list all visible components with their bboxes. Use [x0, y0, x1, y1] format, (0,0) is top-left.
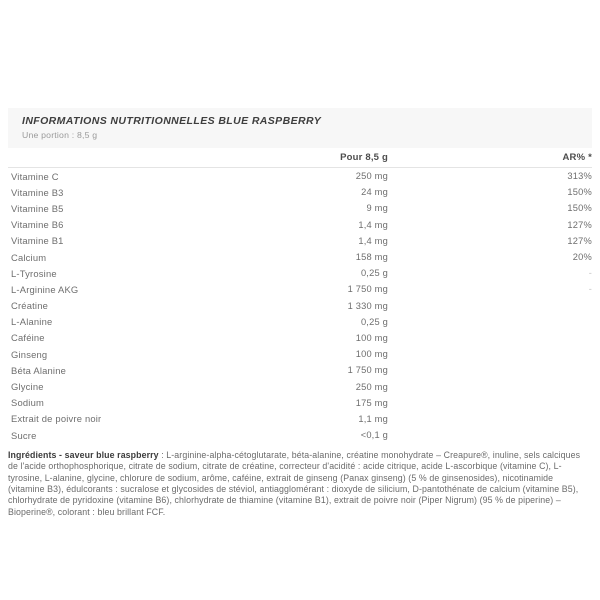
table-row: [8, 265, 592, 281]
ingredients-paragraph: [8, 450, 592, 518]
row-value: 175 mg: [355, 397, 388, 408]
nutrition-table: [8, 148, 592, 443]
ingredients-lead: Ingrédients - saveur blue raspberry: [8, 450, 159, 461]
row-label: Caféine: [11, 332, 45, 344]
row-value: 1,4 mg: [358, 235, 388, 246]
row-label: Ginseng: [11, 348, 48, 360]
row-value: 250 mg: [355, 171, 388, 182]
row-label: Vitamine B1: [11, 235, 64, 247]
table-row: [8, 200, 592, 216]
row-label: Béta Alanine: [11, 364, 67, 376]
table-row: [8, 314, 592, 330]
table-row: [8, 281, 592, 297]
row-value: 1 750 mg: [347, 284, 388, 295]
table-row: [8, 378, 592, 394]
row-ar-percent: -: [588, 268, 592, 279]
table-row: [8, 184, 592, 200]
row-label: Sucre: [11, 429, 37, 441]
ingredients-text: : L-arginine-alpha-cétoglutarate, béta-alanine, créatine monohydrate – Creapure®, inuline, sels calciques de l'acide orthophosphorique, citrate de sodium, citrate de créatine, correcteur d'acidité : acide citrique, acide L-ascorbique (vitamine C), L-tyrosine, L-alanine, glycine, chlorure de sodium, arôme, caféine, extrait de ginseng (Panax ginseng) (5 % de ginsenosides), nicotinamide (vitamine B3), édulcorants : sucralose et glycosides de stéviol, antiagglomérant : dioxyde de silicium, D-pantothénate de calcium (vitamine B5), chlorhydrate de pyridoxine (vitamine B6), chlorhydrate de thiamine (vitamine B1), extrait de poivre noir (Piper Nigrum) (95 % de piperine) – Bioperine®, colorant : bleu brillant FCF.: [8, 450, 581, 517]
row-ar-percent: 20%: [572, 252, 592, 263]
table-body: [8, 168, 592, 443]
row-label: Extrait de poivre noir: [11, 413, 102, 425]
row-label: Glycine: [11, 381, 44, 393]
row-value: 100 mg: [355, 332, 388, 343]
table-row: [8, 362, 592, 378]
row-value: 1 750 mg: [347, 365, 388, 376]
table-row: [8, 249, 592, 265]
row-value: 0,25 g: [360, 268, 388, 279]
row-label: L-Alanine: [11, 316, 53, 328]
table-row: [8, 233, 592, 249]
table-row: [8, 427, 592, 443]
row-value: 24 mg: [361, 187, 388, 198]
row-label: Sodium: [11, 397, 44, 409]
table-row: [8, 168, 592, 184]
row-ar-percent: 150%: [567, 187, 592, 198]
row-value: <0,1 g: [360, 430, 388, 441]
row-value: 1,1 mg: [358, 413, 388, 424]
row-value: 158 mg: [355, 252, 388, 263]
row-ar-percent: 150%: [567, 203, 592, 214]
row-label: L-Tyrosine: [11, 267, 57, 279]
serving-size-label: Une portion : 8,5 g: [22, 130, 98, 140]
row-label: Calcium: [11, 251, 47, 263]
table-row: [8, 298, 592, 314]
table-row: [8, 395, 592, 411]
row-ar-percent: 127%: [567, 219, 592, 230]
column-header-ar-percent: AR% *: [562, 152, 592, 163]
row-label: Vitamine B3: [11, 186, 64, 198]
row-value: 250 mg: [355, 381, 388, 392]
table-row: [8, 330, 592, 346]
column-header-per-serving: Pour 8,5 g: [340, 152, 388, 163]
row-value: 9 mg: [366, 203, 388, 214]
row-ar-percent: 313%: [567, 171, 592, 182]
row-label: Créatine: [11, 300, 49, 312]
table-row: [8, 346, 592, 362]
row-value: 1,4 mg: [358, 219, 388, 230]
row-label: Vitamine B5: [11, 202, 64, 214]
row-ar-percent: -: [588, 284, 592, 295]
nutrition-header-band: [8, 108, 592, 148]
row-value: 100 mg: [355, 349, 388, 360]
table-header-row: [8, 148, 592, 168]
row-label: Vitamine B6: [11, 219, 64, 231]
nutrition-title: INFORMATIONS NUTRITIONNELLES BLUE RASPBERRY: [22, 115, 322, 127]
table-row: [8, 411, 592, 427]
row-value: 0,25 g: [360, 316, 388, 327]
row-label: L-Arginine AKG: [11, 283, 79, 295]
table-row: [8, 217, 592, 233]
row-ar-percent: 127%: [567, 235, 592, 246]
row-value: 1 330 mg: [347, 300, 388, 311]
row-label: Vitamine C: [11, 170, 59, 182]
